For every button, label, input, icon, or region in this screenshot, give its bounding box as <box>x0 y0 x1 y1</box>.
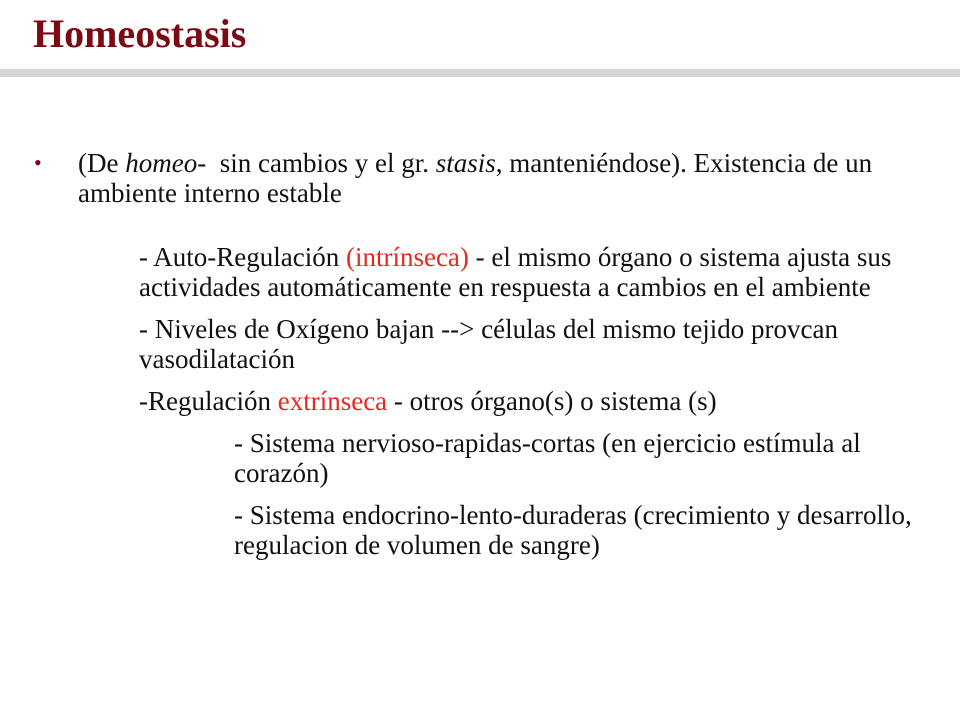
intro-stasis: stasis <box>435 148 496 178</box>
endocrine-system-text: - Sistema endocrino-lento-duraderas (crecimiento y desarrollo, regulacion de volumen de sangre) <box>234 500 912 560</box>
extrinsic-highlight: extrínseca <box>277 386 388 416</box>
slide-title: Homeostasis <box>33 11 247 56</box>
intro-pre: (De <box>78 148 126 178</box>
slide-body <box>34 148 944 560</box>
intro-text <box>78 148 944 208</box>
auto-regulation-text <box>34 242 944 302</box>
oxygen-text: - Niveles de Oxígeno bajan --> células del mismo tejido provcan vasodilatación <box>139 314 839 374</box>
auto-post: - el mismo órgano o sistema ajusta sus actividades automáticamente en respuesta a cambios en el ambiente <box>139 242 892 302</box>
bullet-icon: • <box>34 150 42 175</box>
intro-homeo: homeo- <box>125 148 207 178</box>
auto-highlight: (intrínseca) <box>345 242 469 272</box>
extrinsic-post: - otros órgano(s) o sistema (s) <box>387 386 717 416</box>
extrinsic-pre: -Regulación <box>139 386 278 416</box>
intro-mid: sin cambios y el gr. <box>206 148 436 178</box>
title-divider-bar <box>0 69 960 77</box>
intro-post: , manteniéndose). Existencia de un ambiente interno estable <box>78 148 873 208</box>
extrinsic-regulation-text <box>34 386 944 416</box>
nervous-system-text: - Sistema nervioso-rapidas-cortas (en ejercicio estímula al corazón) <box>234 428 861 488</box>
bullet-intro <box>34 148 944 208</box>
auto-pre: - Auto-Regulación <box>139 242 346 272</box>
